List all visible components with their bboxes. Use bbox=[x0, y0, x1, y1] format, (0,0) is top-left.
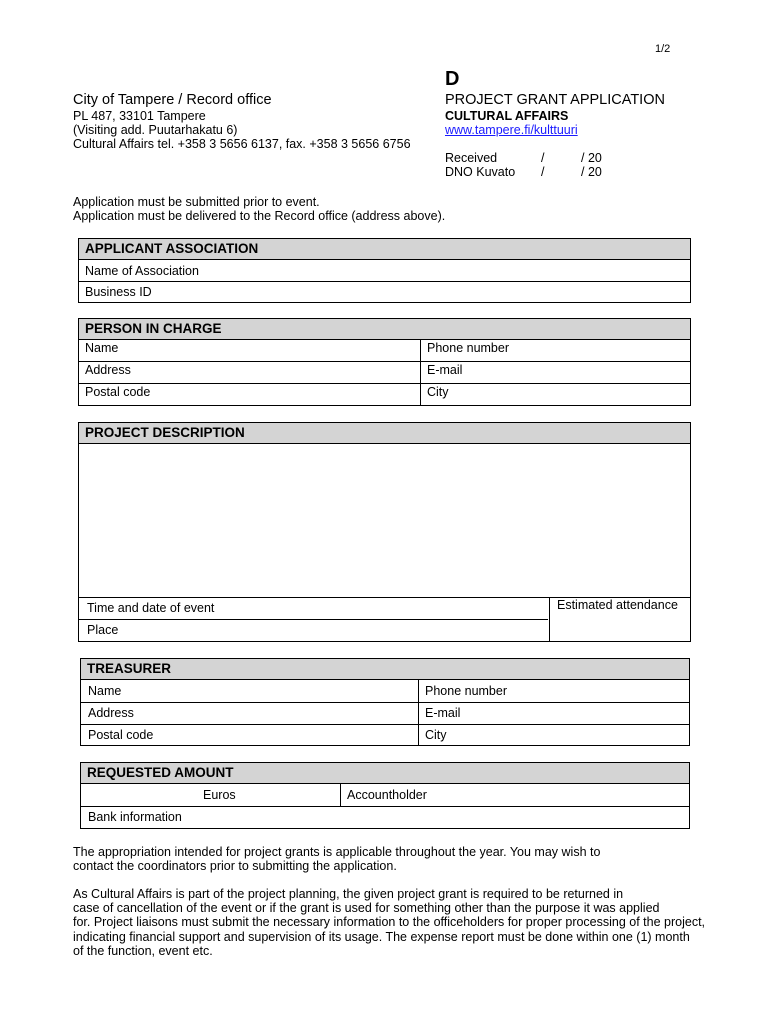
accountholder-field[interactable]: Accountholder bbox=[347, 788, 427, 802]
person-city-field[interactable]: City bbox=[427, 385, 449, 399]
form-subtitle: CULTURAL AFFAIRS bbox=[445, 109, 569, 123]
treasurer-email-field[interactable]: E-mail bbox=[425, 706, 461, 720]
person-name-field[interactable]: Name bbox=[85, 341, 119, 355]
project-description-section bbox=[78, 422, 691, 642]
association-name-field[interactable]: Name of Association bbox=[85, 264, 199, 278]
treasurer-name-field[interactable]: Name bbox=[88, 684, 122, 698]
footer-paragraph-appropriation bbox=[73, 845, 600, 873]
event-place-field[interactable]: Place bbox=[87, 623, 119, 637]
treasurer-address-field[interactable]: Address bbox=[88, 706, 134, 720]
footer-p1-line2: contact the coordinators prior to submitting the application. bbox=[73, 859, 397, 874]
business-id-field[interactable]: Business ID bbox=[85, 285, 152, 299]
applicant-association-heading: APPLICANT ASSOCIATION bbox=[79, 239, 690, 260]
event-time-date-field[interactable]: Time and date of event bbox=[87, 601, 215, 615]
requested-amount-heading: REQUESTED AMOUNT bbox=[81, 763, 689, 784]
form-title: PROJECT GRANT APPLICATION bbox=[445, 92, 665, 108]
culture-website-link[interactable]: www.tampere.fi/kulttuuri bbox=[445, 123, 578, 137]
person-in-charge-heading: PERSON IN CHARGE bbox=[79, 319, 690, 340]
treasurer-heading: TREASURER bbox=[81, 659, 689, 680]
person-address-field[interactable]: Address bbox=[85, 363, 131, 377]
estimated-attendance-field[interactable]: Estimated attendance bbox=[557, 598, 678, 612]
notice-submit: Application must be submitted prior to event. bbox=[73, 195, 320, 209]
applicant-association-section bbox=[78, 238, 691, 303]
footer-p2-line4: indicating financial support and supervision of its usage. The expense report must be done within one (1) month bbox=[73, 929, 690, 944]
footer-p2-line1: As Cultural Affairs is part of the project planning, the given project grant is required to be returned in bbox=[73, 887, 624, 901]
treasurer-postal-code-field[interactable]: Postal code bbox=[88, 728, 154, 742]
office-title: City of Tampere / Record office bbox=[73, 92, 272, 108]
notice-deliver: Application must be delivered to the Record office (address above). bbox=[73, 209, 446, 223]
bank-information-field[interactable]: Bank information bbox=[88, 810, 182, 824]
dno-separator: / bbox=[541, 165, 545, 179]
treasurer-city-field[interactable]: City bbox=[425, 728, 447, 742]
received-separator: / bbox=[541, 151, 545, 165]
form-letter: D bbox=[445, 68, 460, 90]
project-description-textarea[interactable] bbox=[80, 445, 689, 596]
person-postal-code-field[interactable]: Postal code bbox=[85, 385, 151, 399]
footer-p1-line1: The appropriation intended for project grants is applicable throughout the year. You may wish to bbox=[73, 845, 601, 859]
footer-p2-line5: of the function, event etc. bbox=[73, 943, 213, 958]
euros-field[interactable]: Euros bbox=[203, 788, 236, 802]
received-year: / 20 bbox=[581, 151, 602, 165]
dno-label: DNO Kuvato bbox=[445, 165, 516, 179]
treasurer-phone-field[interactable]: Phone number bbox=[425, 684, 508, 698]
requested-amount-section bbox=[80, 762, 690, 829]
page-number: 1/2 bbox=[655, 43, 671, 55]
footer-p2-line3: for. Project liaisons must submit the necessary information to the officeholders for proper processing of the project, bbox=[73, 915, 706, 930]
received-label: Received bbox=[445, 151, 498, 165]
project-description-heading: PROJECT DESCRIPTION bbox=[79, 423, 690, 444]
dno-year: / 20 bbox=[581, 165, 602, 179]
person-phone-field[interactable]: Phone number bbox=[427, 341, 510, 355]
footer-p2-line2: case of cancellation of the event or if the grant is used for something other than the purpose it was applied bbox=[73, 901, 660, 916]
person-in-charge-section bbox=[78, 318, 691, 406]
footer-paragraph-return-policy bbox=[73, 887, 705, 958]
office-address: PL 487, 33101 Tampere bbox=[73, 109, 206, 123]
person-email-field[interactable]: E-mail bbox=[427, 363, 463, 377]
treasurer-section bbox=[80, 658, 690, 746]
office-visiting-address: (Visiting add. Puutarhakatu 6) bbox=[73, 123, 238, 137]
office-phone: Cultural Affairs tel. +358 3 5656 6137, fax. +358 3 5656 6756 bbox=[73, 137, 411, 151]
